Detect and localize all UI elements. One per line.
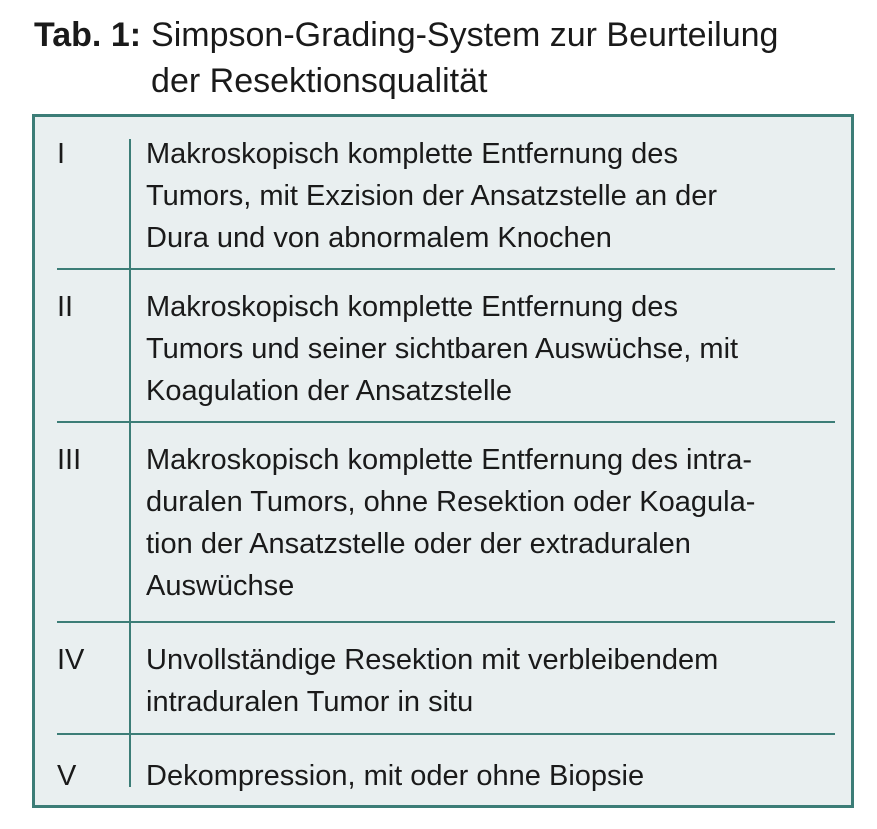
caption-title-line-1: Simpson-Grading-System zur Beurteilung <box>151 16 779 54</box>
description-line: Auswüchse <box>146 570 295 602</box>
description-line: Tumors und seiner sichtbaren Auswüchse, mit <box>146 333 739 365</box>
row-divider <box>57 268 835 270</box>
grade-cell-iii: III <box>57 444 82 476</box>
grade-cell-i: I <box>57 138 66 170</box>
column-divider <box>129 139 131 787</box>
description-line: Dura und von abnormalem Knochen <box>146 222 612 254</box>
description-line: Unvollständige Resektion mit verbleibendem <box>146 644 719 676</box>
description-cell-ii <box>146 286 836 412</box>
description-cell-iv <box>146 639 836 723</box>
description-line: duralen Tumors, ohne Resektion oder Koagula- <box>146 486 756 518</box>
row-divider <box>57 421 835 423</box>
simpson-grading-table <box>32 114 854 808</box>
description-line: Makroskopisch komplette Entfernung des <box>146 291 678 323</box>
grade-cell-ii: II <box>57 291 74 323</box>
description-cell-v <box>146 755 836 797</box>
description-line: Makroskopisch komplette Entfernung des intra- <box>146 444 753 476</box>
grade-cell-iv: IV <box>57 644 85 676</box>
row-divider <box>57 733 835 735</box>
caption-title-line-2: der Resektionsqualität <box>151 62 488 100</box>
description-line: Tumors, mit Exzision der Ansatzstelle an der <box>146 180 718 212</box>
description-line: Dekompression, mit oder ohne Biopsie <box>146 760 645 792</box>
description-cell-iii <box>146 439 836 607</box>
description-line: intraduralen Tumor in situ <box>146 686 474 718</box>
caption-title <box>151 12 864 104</box>
description-line: Koagulation der Ansatzstelle <box>146 375 512 407</box>
caption-label: Tab. 1: <box>34 16 142 54</box>
row-divider <box>57 621 835 623</box>
description-line: tion der Ansatzstelle oder der extraduralen <box>146 528 691 560</box>
description-line: Makroskopisch komplette Entfernung des <box>146 138 678 170</box>
table-caption <box>34 12 864 104</box>
grade-cell-v: V <box>57 760 77 792</box>
description-cell-i <box>146 133 836 259</box>
